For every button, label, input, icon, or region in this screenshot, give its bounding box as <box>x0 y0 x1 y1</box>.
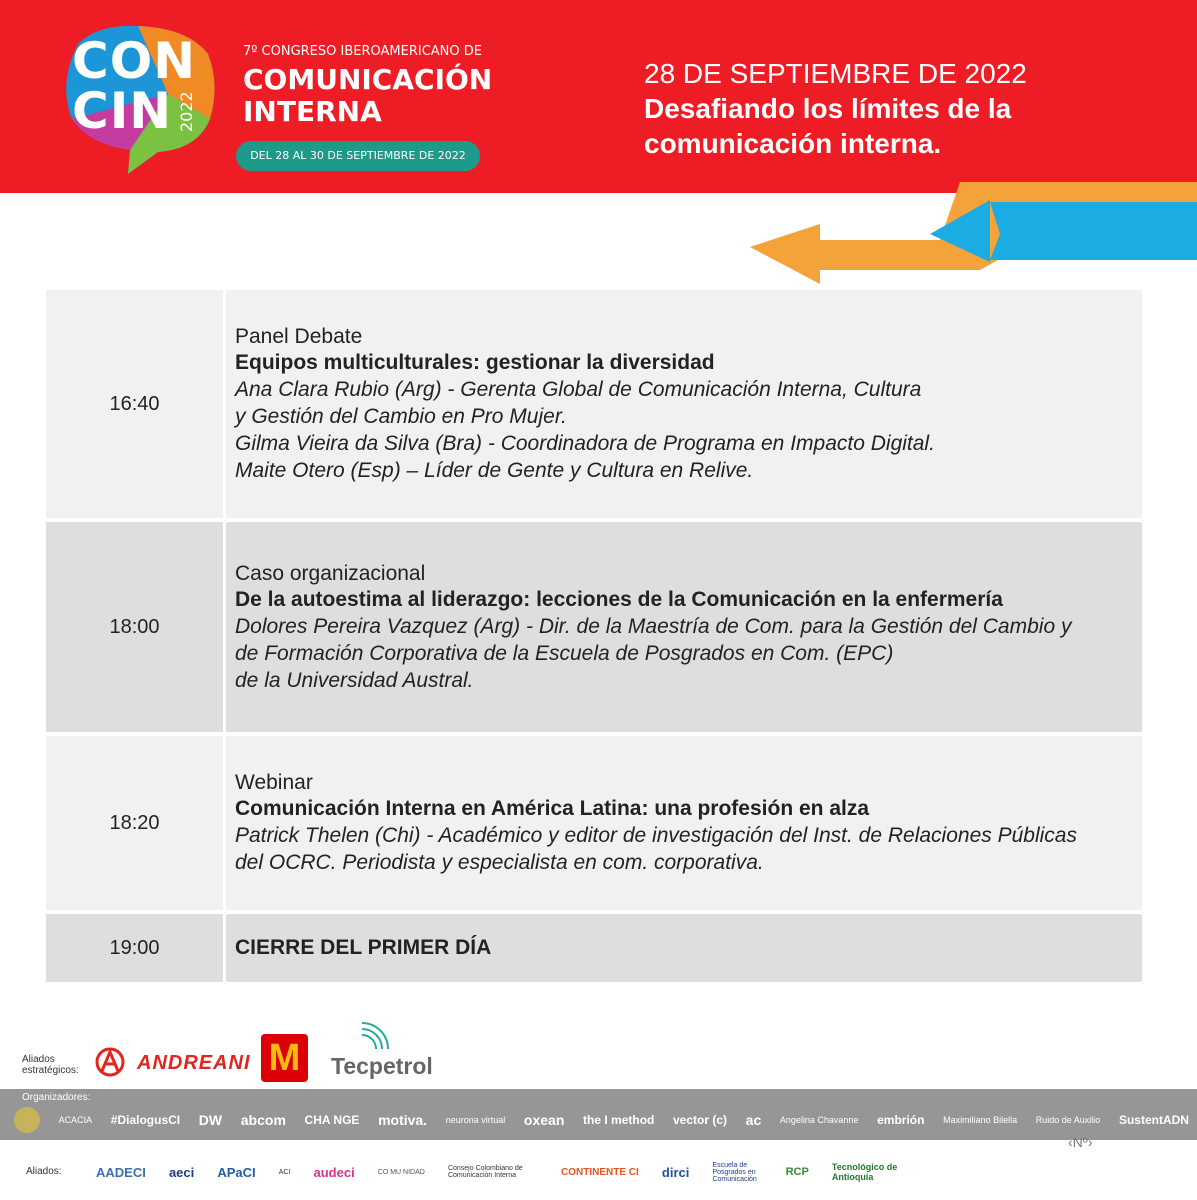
logo-year-text: 2022 <box>177 91 196 132</box>
organizer-logo: the I method <box>583 1113 655 1127</box>
acacia-emblem-icon <box>14 1107 40 1133</box>
agenda-content <box>235 736 1132 910</box>
tecpetrol-logo: Tecpetrol <box>331 1053 433 1079</box>
tecpetrol-logo-icon <box>360 1021 390 1053</box>
ally-logo: CONTINENTE CI <box>561 1166 639 1178</box>
ally-logo: dirci <box>661 1164 690 1180</box>
organizers-label: Organizadores: <box>22 1092 91 1103</box>
organizer-logo: abcom <box>240 1112 286 1128</box>
event-title-line2: INTERNA <box>243 95 382 128</box>
mcdonalds-mark: M <box>268 1037 301 1079</box>
event-dates-pill: DEL 28 AL 30 DE SEPTIEMBRE DE 2022 <box>236 141 480 171</box>
column-divider <box>223 736 226 910</box>
ally-logo: AADECI <box>96 1164 146 1180</box>
organizer-logo: CHA NGE <box>304 1113 360 1127</box>
organizer-logo: #DialogusCI <box>110 1113 181 1127</box>
ally-logo: ACI <box>278 1168 291 1176</box>
event-subtitle: 7º CONGRESO IBEROAMERICANO DE <box>243 44 482 59</box>
ally-logo: aeci <box>168 1164 195 1180</box>
speaker-line: Ana Clara Rubio (Arg) - Gerenta Global de Comunicación Interna, Cultura <box>235 378 922 401</box>
agenda-row <box>46 522 1142 732</box>
ally-logo: RCP <box>785 1166 809 1178</box>
logo-text-con: CON <box>72 32 197 90</box>
closing-title: CIERRE DEL PRIMER DÍA <box>235 936 492 959</box>
agenda-row <box>46 290 1142 518</box>
ally-logo: CO MU NIDAD <box>377 1168 425 1176</box>
ally-logo: Escuela de Posgrados en Comunicación <box>712 1161 757 1183</box>
header-band <box>0 0 1197 193</box>
organizer-logo: Angelina Chavanne <box>779 1115 859 1125</box>
header-tagline-line1: Desafiando los límites de la <box>644 93 1012 124</box>
speaker-line: Dolores Pereira Vazquez (Arg) - Dir. de la Maestría de Com. para la Gestión del Cambio y <box>235 614 1072 638</box>
speaker-line: y Gestión del Cambio en Pro Mujer. <box>235 405 567 428</box>
andreani-logo: ANDREANI <box>137 1052 251 1074</box>
allies-logos <box>96 1154 912 1190</box>
speaker-line: del OCRC. Periodista y especialista en com. corporativa. <box>235 851 764 874</box>
organizer-logo: Maximiliano Bilella <box>943 1115 1018 1125</box>
ally-logo: audeci <box>313 1164 355 1180</box>
ally-logo: Tecnológico de Antioquia <box>831 1162 898 1182</box>
organizer-logo: motiva. <box>378 1112 428 1128</box>
event-title-line1: COMUNICACIÓN <box>243 63 493 96</box>
session-kind: Panel Debate <box>235 325 363 348</box>
mcdonalds-logo <box>261 1034 308 1082</box>
session-title: Comunicación Interna en América Latina: una profesión en alza <box>235 797 870 820</box>
agenda-time: 19:00 <box>109 936 160 959</box>
session-title: De la autoestima al liderazgo: lecciones de la Comunicación en la enfermería <box>235 587 1003 611</box>
session-kind: Webinar <box>235 771 313 794</box>
agenda-time: 16:40 <box>109 392 160 415</box>
agenda-time: 18:20 <box>109 811 160 834</box>
ally-logo: APaCI <box>217 1164 256 1180</box>
strategic-allies-label <box>22 1054 79 1076</box>
organizer-logo: neurona virtual <box>445 1115 506 1125</box>
column-divider <box>223 290 226 518</box>
organizer-logo: Ruido de Auxilio <box>1035 1115 1101 1125</box>
agenda-row <box>46 914 1142 982</box>
organizer-logo: oxean <box>523 1112 565 1128</box>
agenda-content <box>235 914 1132 982</box>
decorative-arrows-icon <box>750 182 1197 290</box>
column-divider <box>223 522 226 732</box>
agenda-content <box>235 290 1132 518</box>
speaker-line: de la Universidad Austral. <box>235 668 474 692</box>
header-date: 28 DE SEPTIEMBRE DE 2022 <box>644 58 1027 89</box>
logo-text-cin: CIN <box>72 82 173 140</box>
strategic-label-line1: Aliados <box>22 1054 55 1065</box>
organizer-logo: ac <box>745 1112 762 1128</box>
page-number: ‹Nº› <box>1068 1134 1093 1150</box>
organizers-logos <box>14 1103 1189 1137</box>
andreani-logo-icon <box>92 1047 128 1077</box>
agenda-row <box>46 736 1142 910</box>
agenda-time: 18:00 <box>109 615 160 638</box>
speaker-line: Patrick Thelen (Chi) - Académico y editor de investigación del Inst. de Relaciones Públicas <box>235 824 1077 847</box>
session-kind: Caso organizacional <box>235 561 426 585</box>
speaker-line: Maite Otero (Esp) – Líder de Gente y Cultura en Relive. <box>235 459 754 482</box>
header-tagline-line2: comunicación interna. <box>644 128 942 159</box>
organizer-logo: SustentADN <box>1118 1113 1189 1127</box>
organizer-logo: vector (c) <box>673 1113 728 1127</box>
logo-year <box>177 91 196 132</box>
session-title: Equipos multiculturales: gestionar la diversidad <box>235 351 715 374</box>
speaker-line: Gilma Vieira da Silva (Bra) - Coordinadora de Programa en Impacto Digital. <box>235 432 935 455</box>
organizers-band <box>0 1089 1197 1140</box>
organizer-logo: ACACIA <box>58 1115 93 1125</box>
organizer-logo: DW <box>198 1112 223 1128</box>
organizer-logo: embrión <box>877 1113 925 1127</box>
speaker-line: de Formación Corporativa de la Escuela de Posgrados en Com. (EPC) <box>235 641 894 665</box>
strategic-label-line2: estratégicos: <box>22 1065 79 1076</box>
agenda-content <box>235 522 1132 732</box>
column-divider <box>223 914 226 982</box>
ally-logo: Consejo Colombiano de Comunicación Interna <box>447 1165 523 1179</box>
allies-label: Aliados: <box>26 1166 62 1177</box>
